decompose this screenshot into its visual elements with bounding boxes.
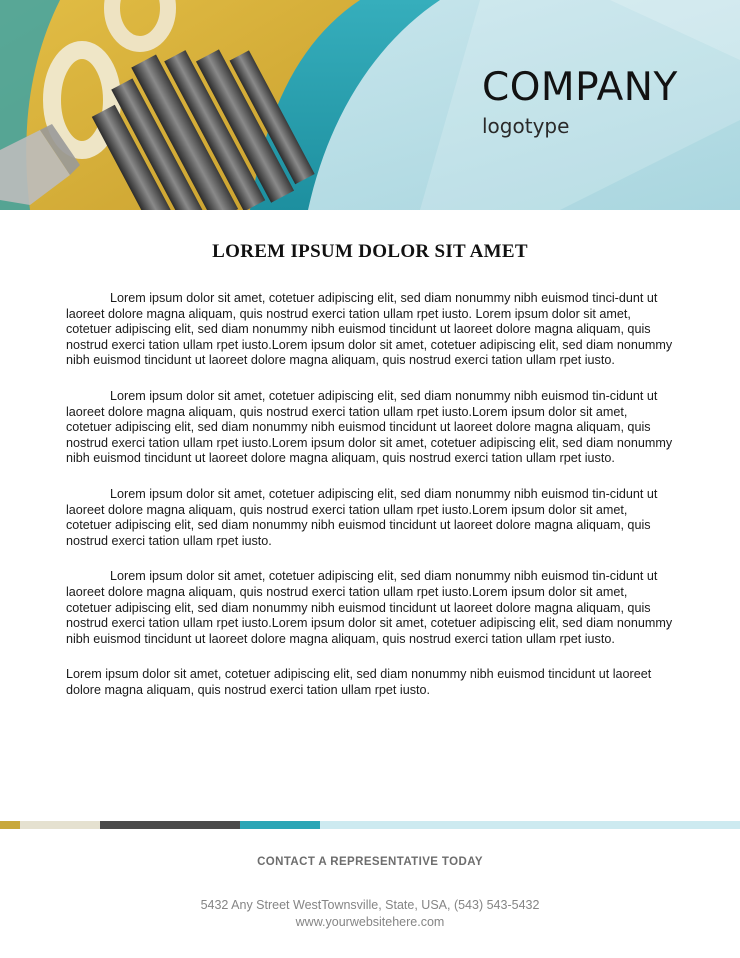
company-logotype-label: logotype bbox=[482, 114, 570, 138]
company-logotype bbox=[482, 65, 678, 138]
document-body bbox=[66, 291, 674, 718]
footer-decorative-strip bbox=[0, 821, 740, 829]
body-paragraph-3: Lorem ipsum dolor sit amet, cotetuer adipiscing elit, sed diam nonummy nibh euismod tin-cidunt ut laoreet dolore magna aliquam, quis nostrud exerci tation ullam rpet iusto.Lorem ipsum dolor sit amet, cotetuer adipiscing elit, sed diam nonummy nibh euismod tincidunt ut laoreet dolore magna aliquam, quis nostrud exerci tation ullam rpet iusto. bbox=[66, 486, 658, 548]
body-paragraph-4: Lorem ipsum dolor sit amet, cotetuer adipiscing elit, sed diam nonummy nibh euismod tin-cidunt ut laoreet dolore magna aliquam, quis nostrud exerci tation ullam rpet iusto.Lorem ipsum dolor sit amet, cotetuer adipiscing elit, sed diam nonummy nibh euismod tincidunt ut laoreet dolore magna aliquam, quis nostrud exerci tation ullam rpet iusto.Lorem ipsum dolor sit amet, cotetuer adipiscing elit, sed diam nonummy nibh euismod tincidunt ut laoreet dolore magna aliquam, quis nostrud exerci tation ullam rpet iusto. bbox=[66, 569, 673, 646]
company-name: COMPANY bbox=[482, 65, 678, 110]
website-link[interactable]: www.yourwebsitehere.com bbox=[295, 915, 445, 929]
body-paragraph-1: Lorem ipsum dolor sit amet, cotetuer adipiscing elit, sed diam nonummy nibh euismod tinci-dunt ut laoreet dolore magna aliquam, quis nostrud exerci tation ullam rpet iusto. Lorem ipsum dolor sit amet, cotetuer adipiscing elit, sed diam nonummy nibh euismod tincidunt ut laoreet dolore magna aliquam, quis nostrud exerci tation ullam rpet iusto.Lorem ipsum dolor sit amet, cotetuer adipiscing elit, sed diam nonummy nibh euismod tincidunt ut laoreet dolore magna aliquam, quis nostrud exerci tation ullam rpet iusto. bbox=[66, 291, 673, 368]
contact-heading: CONTACT A REPRESENTATIVE TODAY bbox=[257, 856, 483, 868]
document-title: LOREM IPSUM DOLOR SIT AMET bbox=[212, 241, 528, 262]
body-paragraph-2: Lorem ipsum dolor sit amet, cotetuer adipiscing elit, sed diam nonummy nibh euismod tin-cidunt ut laoreet dolore magna aliquam, quis nostrud exerci tation ullam rpet iusto.Lorem ipsum dolor sit amet, cotetuer adipiscing elit, sed diam nonummy nibh euismod tincidunt ut laoreet dolore magna aliquam, quis nostrud exerci tation ullam rpet iusto.Lorem ipsum dolor sit amet, cotetuer adipiscing elit, sed diam nonummy nibh euismod tincidunt ut laoreet dolore magna aliquam, quis nostrud exerci tation ullam rpet iusto. bbox=[66, 388, 673, 466]
address-line: 5432 Any Street WestTownsville, State, USA, (543) 543-5432 bbox=[200, 898, 540, 912]
body-paragraph-5: Lorem ipsum dolor sit amet, cotetuer adipiscing elit, sed diam nonummy nibh euismod tincidunt ut laoreet dolore magna aliquam, quis nostrud exerci tation ullam rpet iusto. bbox=[66, 667, 652, 697]
